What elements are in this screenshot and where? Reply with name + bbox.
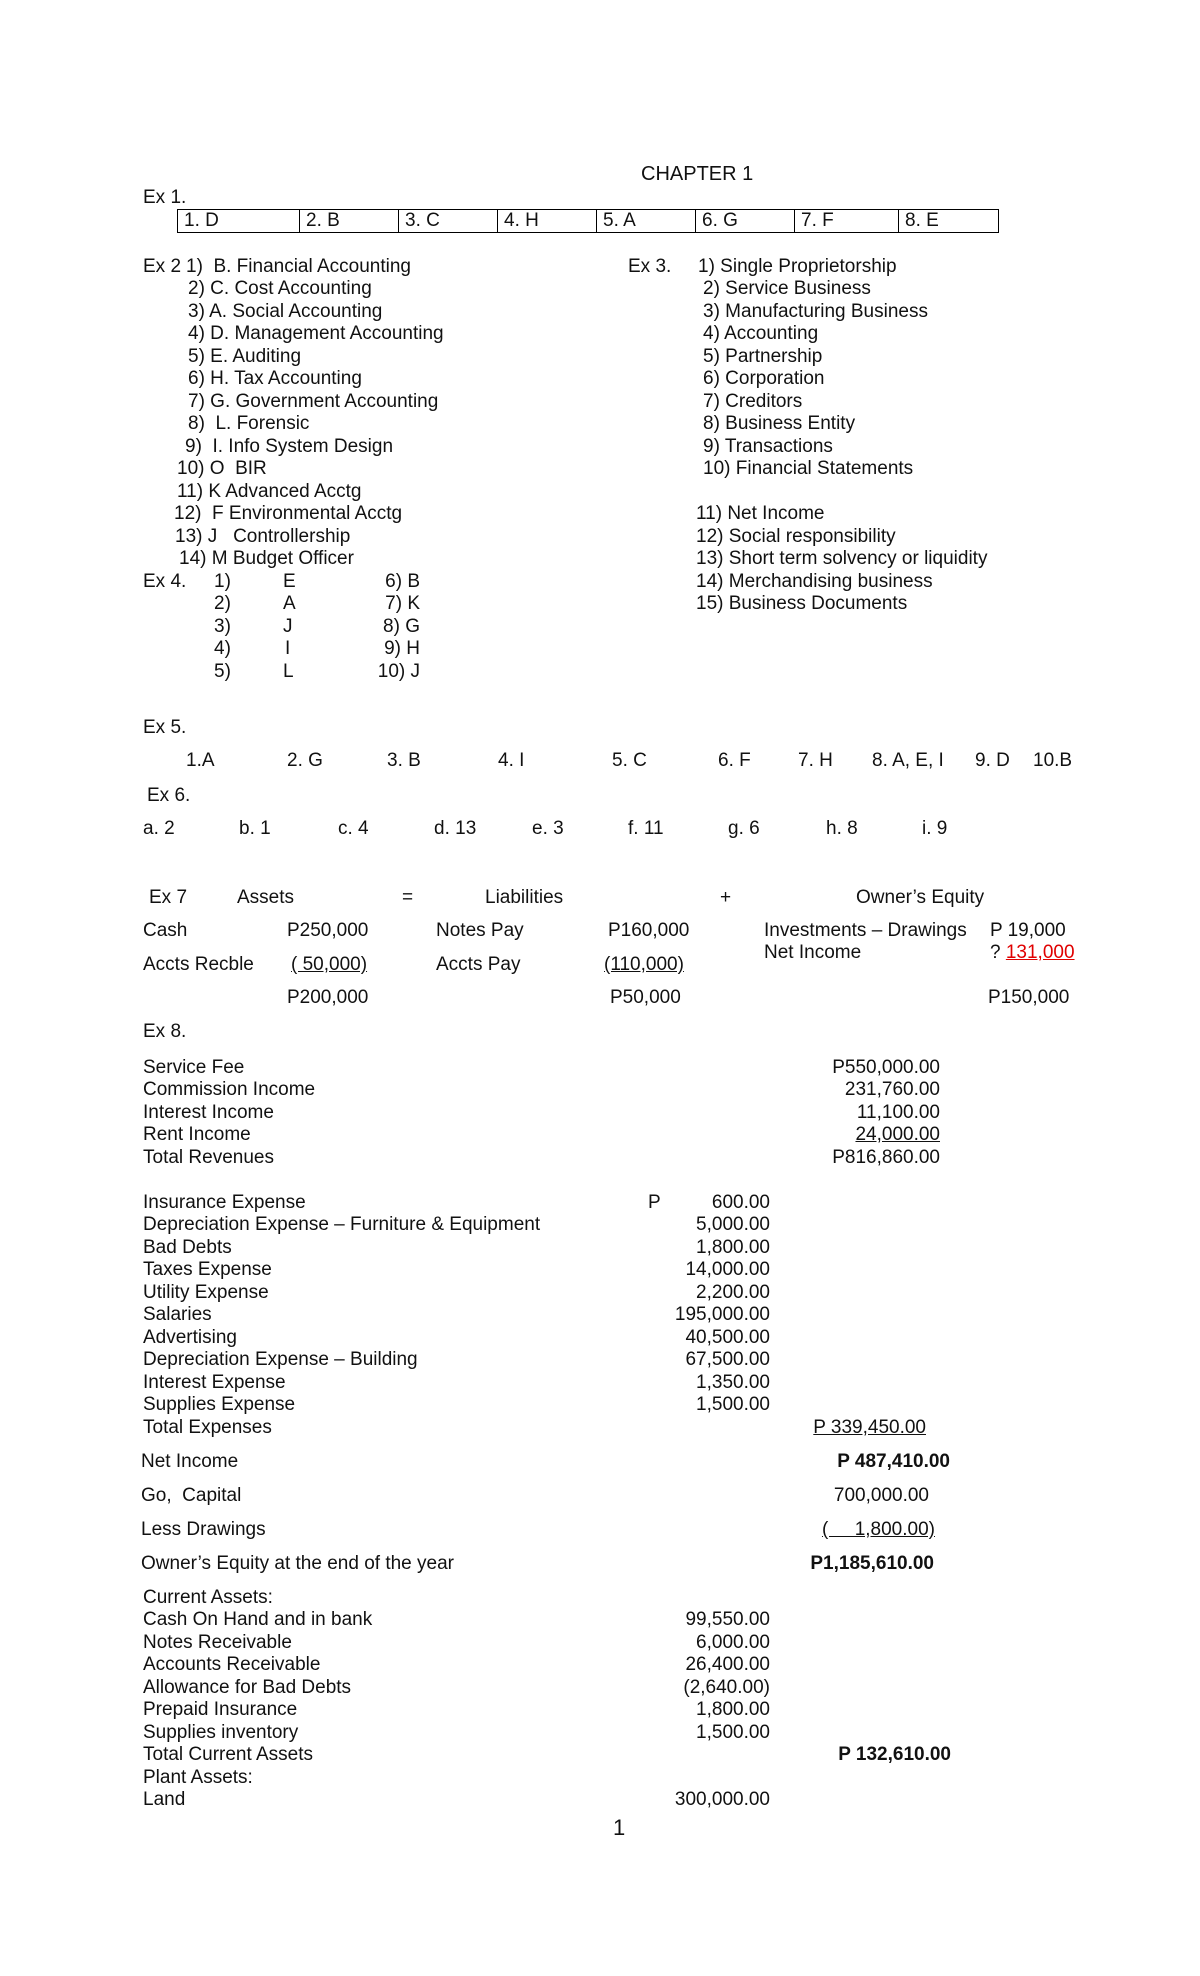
ex3-item: 2) Service Business (703, 278, 871, 299)
total-current-assets-label: Total Current Assets (143, 1744, 314, 1765)
ex4-pair: 6) B (385, 571, 420, 592)
ex4-pair: 10) J (377, 661, 420, 682)
ex5-item: 8. A, E, I (872, 750, 944, 771)
expense-label: Interest Expense (143, 1372, 286, 1393)
ex7-notes-pay-value: P160,000 (608, 920, 690, 941)
expense-value: 14,000.00 (685, 1259, 770, 1280)
ex6-item: d. 13 (434, 818, 477, 839)
current-asset-value: 26,400.00 (685, 1654, 770, 1675)
revenue-value: 11,100.00 (856, 1102, 940, 1123)
ex2-item: 14) M Budget Officer (179, 548, 354, 569)
ex2-item: 11) K Advanced Acctg (177, 481, 362, 502)
drawings-label: Less Drawings (141, 1519, 266, 1540)
total-revenues-label: Total Revenues (143, 1147, 274, 1168)
ex3-item: 13) Short term solvency or liquidity (696, 548, 988, 569)
revenue-value: P550,000.00 (832, 1057, 940, 1078)
total-expenses-label: Total Expenses (143, 1417, 272, 1438)
current-asset-value: (2,640.00) (683, 1677, 770, 1698)
revenue-value: 231,760.00 (844, 1079, 940, 1100)
ex1-cell: 5. A (597, 210, 696, 233)
revenue-label: Service Fee (143, 1057, 245, 1078)
ex1-cell: 6. G (696, 210, 795, 233)
ex3-item: 15) Business Documents (696, 593, 908, 614)
ex7-accts-pay-value: (110,000) (604, 954, 684, 975)
ex7-total-liabilities: P50,000 (610, 987, 681, 1008)
ex5-item: 6. F (718, 750, 751, 771)
ex2-item: 5) E. Auditing (188, 346, 302, 367)
ex2-item: 3) A. Social Accounting (188, 301, 383, 322)
ex3-item: 6) Corporation (703, 368, 825, 389)
ex2-item: 2) C. Cost Accounting (188, 278, 372, 299)
ex7-net-income-value (990, 942, 1075, 964)
expense-value: 1,800.00 (696, 1237, 770, 1258)
current-asset-value: 6,000.00 (696, 1632, 770, 1653)
ex4-letter: J (283, 616, 293, 637)
capital-label: Go, Capital (141, 1485, 242, 1506)
ex7-notes-pay-label: Notes Pay (436, 920, 524, 941)
ex7-label: Ex 7 (149, 887, 188, 908)
peso-sign: P (648, 1192, 661, 1213)
current-asset-value: 99,550.00 (685, 1609, 770, 1630)
ex4-letter: E (283, 571, 296, 592)
ex7-assets-heading: Assets (237, 887, 295, 908)
ex7-cash-value: P250,000 (287, 920, 369, 941)
ex5-item: 10.B (1033, 750, 1073, 771)
ex5-item: 1.A (186, 750, 215, 771)
land-label: Land (143, 1789, 186, 1810)
expense-value: 5,000.00 (696, 1214, 770, 1235)
total-revenues-value: P816,860.00 (832, 1147, 940, 1168)
revenue-label: Rent Income (143, 1124, 251, 1145)
ex6-label: Ex 6. (147, 785, 191, 806)
ex5-item: 3. B (387, 750, 421, 771)
current-asset-value: 1,500.00 (696, 1722, 770, 1743)
ex7-accts-pay-label: Accts Pay (436, 954, 521, 975)
ex4-num: 3) (214, 616, 231, 637)
ex2-item: 9) I. Info System Design (185, 436, 394, 457)
ex3-item: 10) Financial Statements (703, 458, 914, 479)
revenue-label: Interest Income (143, 1102, 274, 1123)
current-asset-label: Allowance for Bad Debts (143, 1677, 352, 1698)
ex1-cell: 2. B (300, 210, 399, 233)
ex4-pair: 9) H (384, 638, 420, 659)
ex3-item: 5) Partnership (703, 346, 823, 367)
ex1-cell: 1. D (178, 210, 300, 233)
expense-label: Insurance Expense (143, 1192, 306, 1213)
ex2-item: 4) D. Management Accounting (188, 323, 444, 344)
ex7-equals: = (402, 887, 414, 908)
ex3-item: 4) Accounting (703, 323, 819, 344)
ex7-investments-drawings-label: Investments – Drawings (764, 920, 967, 941)
ex1-cell: 8. E (899, 210, 999, 233)
ex5-label: Ex 5. (143, 717, 187, 738)
ex5-item: 7. H (798, 750, 833, 771)
current-asset-value: 1,800.00 (696, 1699, 770, 1720)
ex2-item: 13) J Controllership (175, 526, 351, 547)
ex7-net-income-label: Net Income (764, 942, 862, 963)
drawings-value: ( 1,800.00) (821, 1519, 935, 1540)
ex2-item: 8) L. Forensic (188, 413, 310, 434)
expense-label: Utility Expense (143, 1282, 269, 1303)
chapter-title: CHAPTER 1 (641, 163, 754, 185)
ex4-pair: 8) G (383, 616, 420, 637)
current-asset-label: Accounts Receivable (143, 1654, 321, 1675)
capital-value: 700,000.00 (833, 1485, 929, 1506)
net-income-value: P 487,410.00 (837, 1451, 950, 1472)
ex6-item: e. 3 (532, 818, 564, 839)
current-asset-label: Supplies inventory (143, 1722, 299, 1743)
ex6-item: c. 4 (338, 818, 369, 839)
net-income-label: Net Income (141, 1451, 239, 1472)
ex7-investments-drawings-value: P 19,000 (990, 920, 1066, 941)
ex6-item: b. 1 (239, 818, 271, 839)
ex1-cell: 3. C (399, 210, 498, 233)
ex4-num: 4) (214, 638, 231, 659)
ex6-item: h. 8 (826, 818, 858, 839)
ex1-cell: 4. H (498, 210, 597, 233)
ex2-item: 6) H. Tax Accounting (188, 368, 362, 389)
expense-value: 1,350.00 (696, 1372, 770, 1393)
ex4-letter: A (283, 593, 296, 614)
current-asset-label: Notes Receivable (143, 1632, 292, 1653)
total-current-assets-value: P 132,610.00 (838, 1744, 951, 1765)
ex6-item: f. 11 (628, 818, 664, 839)
ex3-item: 1) Single Proprietorship (698, 256, 897, 277)
ex7-liabilities-heading: Liabilities (485, 887, 564, 908)
page-number: 1 (613, 1815, 626, 1840)
expense-label: Bad Debts (143, 1237, 232, 1258)
ex4-letter: L (283, 661, 294, 682)
expense-label: Advertising (143, 1327, 237, 1348)
ex3-item: 8) Business Entity (703, 413, 856, 434)
ex3-item: 7) Creditors (703, 391, 803, 412)
expense-value: 600.00 (711, 1192, 770, 1213)
ex6-item: i. 9 (922, 818, 948, 839)
ex3-item: 11) Net Income (696, 503, 825, 524)
current-assets-heading: Current Assets: (143, 1587, 273, 1608)
revenue-value: 24,000.00 (855, 1124, 940, 1145)
owners-equity-label: Owner’s Equity at the end of the year (141, 1553, 454, 1574)
total-expenses-value: P 339,450.00 (813, 1417, 926, 1438)
ex7-total-equity: P150,000 (988, 987, 1070, 1008)
ex2-label: Ex 2 (143, 256, 182, 277)
ex3-item: 12) Social responsibility (696, 526, 896, 547)
ex6-item: g. 6 (728, 818, 760, 839)
ex7-plus: + (720, 887, 732, 908)
current-asset-label: Prepaid Insurance (143, 1699, 298, 1720)
ex5-item: 9. D (975, 750, 1010, 771)
land-value: 300,000.00 (674, 1789, 770, 1810)
ex8-label: Ex 8. (143, 1021, 187, 1042)
ex2-item: 12) F Environmental Acctg (174, 503, 403, 524)
expense-value: 1,500.00 (696, 1394, 770, 1415)
expense-value: 2,200.00 (696, 1282, 770, 1303)
ex7-equity-heading: Owner’s Equity (856, 887, 985, 908)
ex2-item: 10) O BIR (177, 458, 267, 479)
ex7-total-assets: P200,000 (287, 987, 369, 1008)
expense-label: Taxes Expense (143, 1259, 272, 1280)
ex4-num: 5) (214, 661, 231, 682)
expense-value: 40,500.00 (685, 1327, 770, 1348)
ex7-cash-label: Cash (143, 920, 188, 941)
ex3-label: Ex 3. (628, 256, 672, 277)
ex4-letter: I (285, 638, 291, 659)
ex2-item: 7) G. Government Accounting (188, 391, 439, 412)
ex4-num: 1) (214, 571, 231, 592)
current-asset-label: Cash On Hand and in bank (143, 1609, 373, 1630)
ex4-pair: 7) K (385, 593, 420, 614)
plant-assets-heading: Plant Assets: (143, 1767, 253, 1788)
ex6-item: a. 2 (143, 818, 175, 839)
ex3-item: 14) Merchandising business (696, 571, 933, 592)
question-mark: ? (990, 942, 1006, 963)
ex7-accts-recble-label: Accts Recble (143, 954, 254, 975)
ex2-item: 1) B. Financial Accounting (186, 256, 411, 277)
expense-label: Depreciation Expense – Building (143, 1349, 418, 1370)
ex3-item: 3) Manufacturing Business (703, 301, 928, 322)
expense-value: 195,000.00 (674, 1304, 770, 1325)
ex4-num: 2) (214, 593, 231, 614)
ex4-label: Ex 4. (143, 571, 187, 592)
owners-equity-value: P1,185,610.00 (810, 1553, 934, 1574)
ex1-answer-table (177, 209, 999, 233)
ex1-cell: 7. F (795, 210, 899, 233)
expense-label: Supplies Expense (143, 1394, 296, 1415)
expense-label: Salaries (143, 1304, 212, 1325)
ex5-item: 2. G (287, 750, 323, 771)
ex7-net-income-amount: 131,000 (1005, 942, 1075, 963)
ex3-item: 9) Transactions (703, 436, 833, 457)
expense-value: 67,500.00 (685, 1349, 770, 1370)
ex1-label: Ex 1. (143, 187, 187, 208)
expense-label: Depreciation Expense – Furniture & Equipment (143, 1214, 541, 1235)
ex5-item: 5. C (612, 750, 647, 771)
revenue-label: Commission Income (143, 1079, 316, 1100)
ex7-accts-recble-value: ( 50,000) (291, 954, 368, 975)
ex5-item: 4. I (498, 750, 525, 771)
